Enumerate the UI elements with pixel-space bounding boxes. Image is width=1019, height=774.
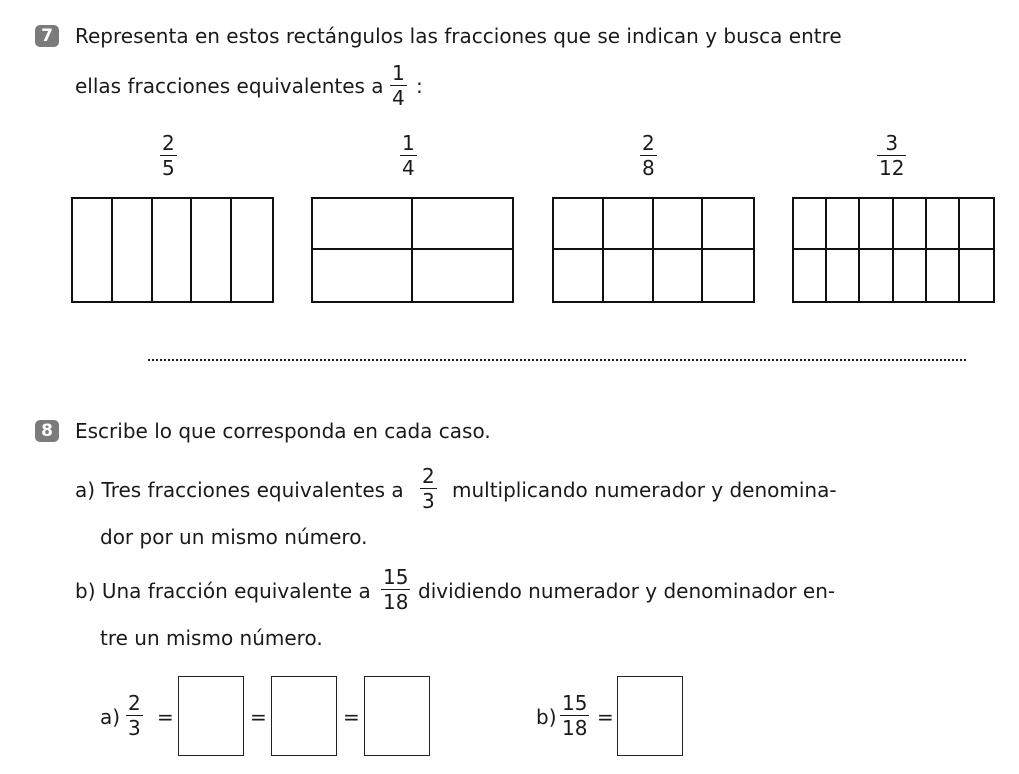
item-a-line2: dor por un mismo número.	[100, 525, 368, 549]
fraction-numerator: 3	[885, 131, 899, 155]
equals-sign: =	[597, 705, 614, 729]
item-b-suffix: dividiendo numerador y denominador en-	[418, 579, 836, 603]
rectangle-cell[interactable]	[703, 199, 753, 250]
rectangle-cell[interactable]	[927, 199, 960, 250]
fraction-numerator: 15	[562, 691, 588, 715]
fraction-numerator: 15	[383, 565, 409, 589]
answer-a-box-1[interactable]	[178, 676, 244, 756]
rectangle-cell[interactable]	[604, 250, 654, 301]
answer-a-fraction	[126, 692, 143, 739]
answer-dotted-line[interactable]	[148, 359, 966, 361]
fraction-denominator: 18	[383, 590, 409, 614]
item-b-prefix: b) Una fracción equivalente a	[75, 579, 371, 603]
rectangle-cell[interactable]	[894, 199, 927, 250]
fraction-denominator: 3	[128, 716, 141, 740]
fraction-label-2	[400, 132, 417, 179]
answer-a-box-3[interactable]	[364, 676, 430, 756]
exercise-8-badge: 8	[35, 420, 59, 442]
fraction-numerator: 2	[642, 131, 655, 155]
rectangle-cell[interactable]	[960, 199, 993, 250]
fraction-rectangle-3[interactable]	[552, 197, 755, 303]
rectangle-cell[interactable]	[554, 250, 604, 301]
fraction-numerator: 1	[402, 131, 415, 155]
fraction-denominator: 3	[422, 489, 435, 513]
rectangle-cell[interactable]	[192, 199, 232, 301]
fraction-numerator: 2	[422, 464, 435, 488]
fraction-denominator: 12	[879, 156, 905, 180]
rectangle-cell[interactable]	[960, 250, 993, 301]
target-numerator: 1	[392, 61, 405, 85]
item-a-prefix: a) Tres fracciones equivalentes a	[75, 478, 404, 502]
target-fraction	[390, 62, 407, 109]
fraction-denominator: 5	[162, 156, 175, 180]
answer-a-label: a)	[100, 705, 121, 729]
rectangle-cell[interactable]	[113, 199, 153, 301]
item-b-line2: tre un mismo número.	[100, 626, 323, 650]
fraction-rectangle-1[interactable]	[71, 197, 274, 303]
colon: :	[416, 74, 423, 98]
target-denominator: 4	[392, 86, 405, 110]
answer-b-fraction	[560, 692, 589, 739]
rectangle-cell[interactable]	[860, 199, 893, 250]
answer-b-box[interactable]	[617, 676, 683, 756]
answer-b-label: b)	[536, 705, 557, 729]
fraction-rectangle-2[interactable]	[311, 197, 514, 303]
fraction-label-3	[640, 132, 657, 179]
exercise-7-instruction-line1: Representa en estos rectángulos las fracciones que se indican y busca entre	[75, 24, 842, 48]
rectangle-cell[interactable]	[794, 250, 827, 301]
item-a-suffix: multiplicando numerador y denomina-	[452, 478, 837, 502]
rectangle-cell[interactable]	[654, 199, 704, 250]
exercise-7-badge: 7	[35, 25, 59, 47]
rectangle-cell[interactable]	[554, 199, 604, 250]
rectangle-cell[interactable]	[313, 250, 413, 301]
fraction-rectangle-4[interactable]	[792, 197, 995, 303]
fraction-denominator: 4	[402, 156, 415, 180]
rectangle-cell[interactable]	[313, 199, 413, 250]
rectangle-cell[interactable]	[827, 199, 860, 250]
rectangle-cell[interactable]	[703, 250, 753, 301]
exercise-8-instruction: Escribe lo que corresponda en cada caso.	[75, 419, 491, 443]
rectangle-cell[interactable]	[153, 199, 193, 301]
fraction-label-4	[877, 132, 906, 179]
rectangle-cell[interactable]	[827, 250, 860, 301]
fraction-numerator: 2	[162, 131, 175, 155]
rectangle-cell[interactable]	[654, 250, 704, 301]
rectangle-cell[interactable]	[927, 250, 960, 301]
fraction-numerator: 2	[128, 691, 141, 715]
equals-sign: =	[343, 705, 360, 729]
answer-a-box-2[interactable]	[271, 676, 337, 756]
item-b-fraction	[381, 566, 410, 613]
item-a-fraction	[420, 465, 437, 512]
rectangle-cell[interactable]	[860, 250, 893, 301]
rectangle-cell[interactable]	[604, 199, 654, 250]
rectangle-cell[interactable]	[413, 250, 513, 301]
fraction-label-1	[160, 132, 177, 179]
exercise-7-instruction-line2: ellas fracciones equivalentes a	[75, 74, 384, 98]
rectangle-cell[interactable]	[794, 199, 827, 250]
rectangle-cell[interactable]	[232, 199, 272, 301]
rectangle-cell[interactable]	[73, 199, 113, 301]
fraction-denominator: 18	[562, 716, 588, 740]
rectangle-cell[interactable]	[413, 199, 513, 250]
fraction-denominator: 8	[642, 156, 655, 180]
equals-sign: =	[157, 705, 174, 729]
equals-sign: =	[250, 705, 267, 729]
rectangle-cell[interactable]	[894, 250, 927, 301]
